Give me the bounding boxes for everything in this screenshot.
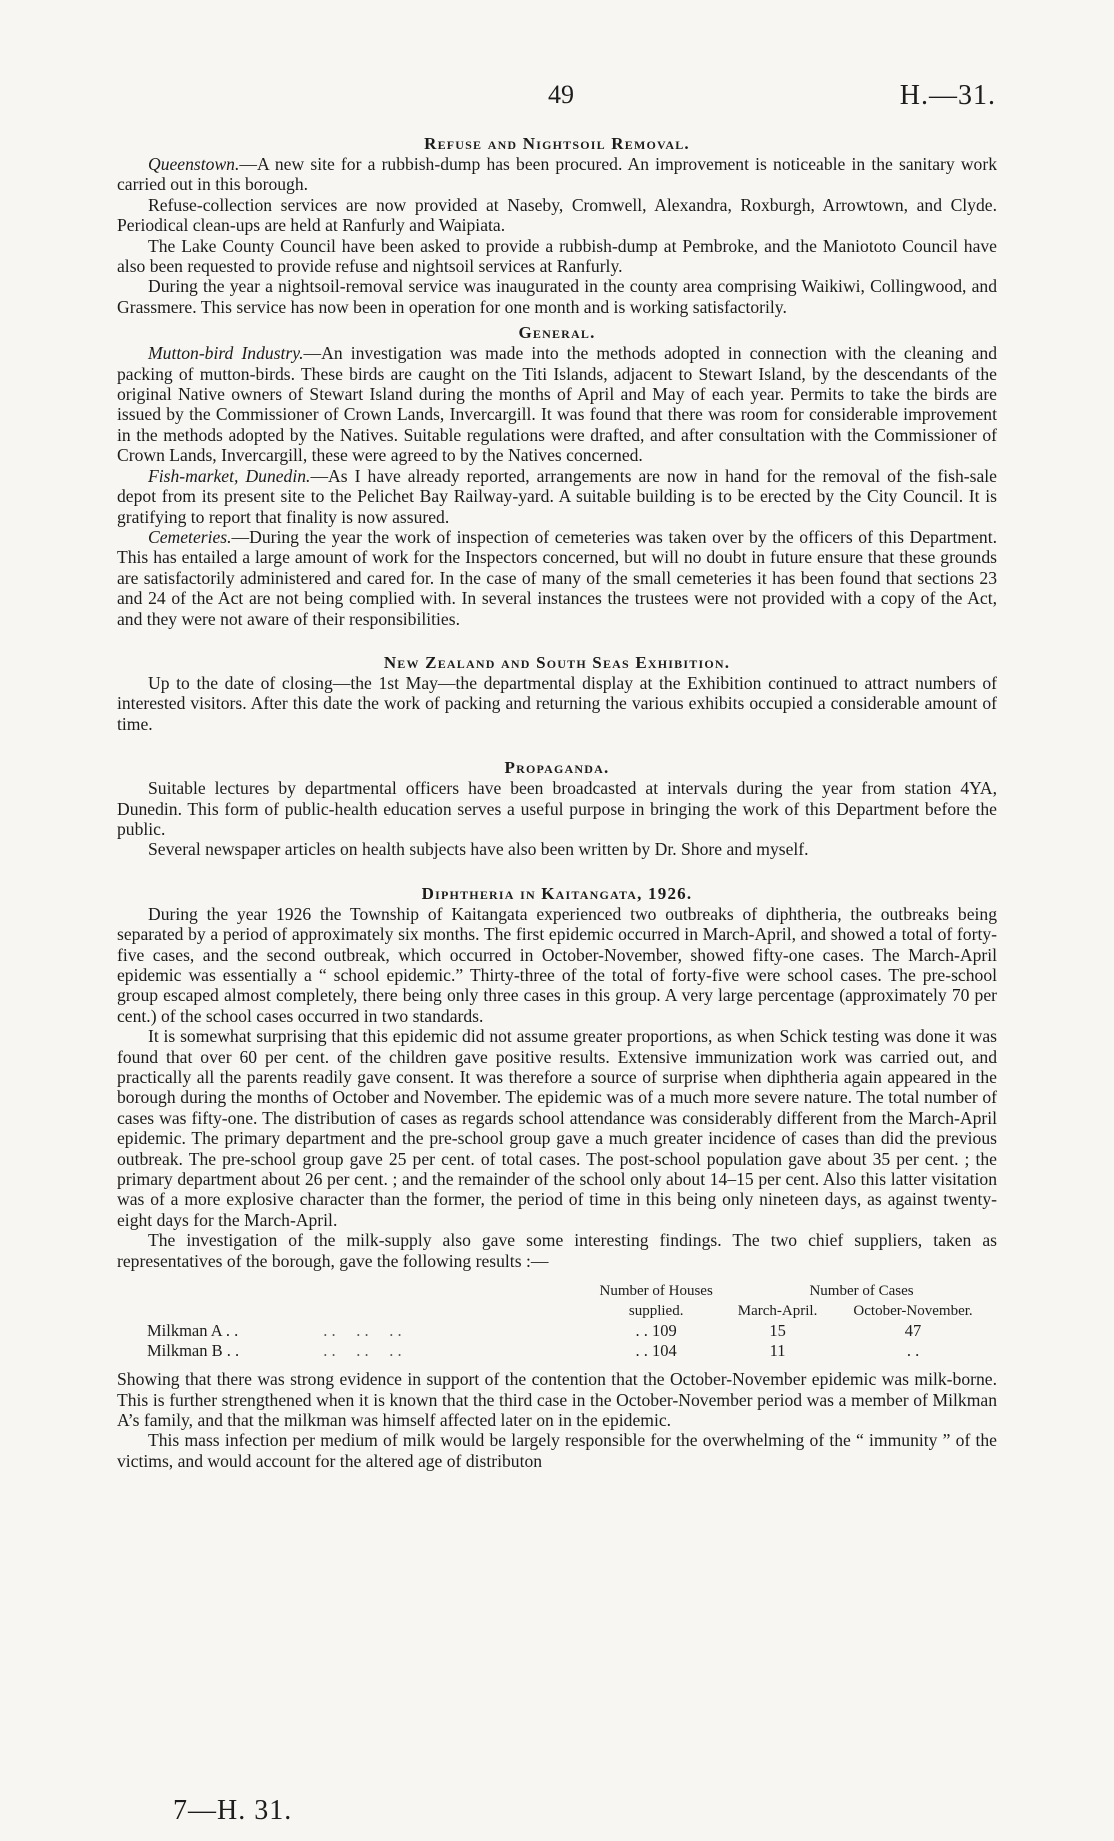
leader-dots: . . . . . . <box>323 1321 402 1341</box>
paragraph: This mass infection per medium of milk would be largely responsible for the overwhelming of the “ immunity ” of the victims, and would account for the altered age of distributon <box>117 1430 997 1471</box>
paragraph <box>117 527 997 629</box>
paragraph-text: —As I have already reported, arrangements are now in hand for the removal of the fish-sale depot from its present site to the Pelichet Bay Railway-yard. A suitable building is to be erected by the City Council. It is gratifying to report that finality is now assured. <box>117 465 997 527</box>
milkman-name: Milkman B . . <box>147 1341 240 1361</box>
houses-cell <box>586 1321 726 1341</box>
paragraph-text: —During the year the work of inspection of cemeteries was taken over by the officers of this Department. This has entailed a large amount of work for the Inspectors concerned, but will no doubt in future ensure that these grounds are satisfactorily administered and cared for. In the case of many of the small cemeteries it has been found that sections 23 and 24 of the Act are not being complied with. In several instances the trustees were not provided with a copy of the Act, and they were not aware of their responsibilities. <box>117 526 997 629</box>
paragraph-text: —A new site for a rubbish-dump has been procured. An improvement is noticeable in the sanitary work carried out in this borough. <box>117 154 997 195</box>
paragraph: During the year 1926 the Township of Kaitangata experienced two outbreaks of diphtheria, the outbreaks being separated by a period of approximately six months. The first epidemic occurred in March-April, and showed a total of forty-five cases, and the second outbreak, which occurred in October-November, showed fifty-one cases. The March-April epidemic was essentially a “ school epidemic.” Thirty-three of the total of forty-five were school cases. The pre-school group escaped almost completely, there being only three cases in this group. A very large percentage (approximately 70 per cent.) of the school cases occurred in two standards. <box>117 903 997 1026</box>
paragraph: During the year a nightsoil-removal service was inaugurated in the county area comprising Waikiwi, Collingwood, and Grassmere. This service has now been in operation for one month and is working satisfactorily. <box>117 276 997 317</box>
milkman-name: Milkman A . . <box>147 1321 239 1341</box>
october-value: 47 <box>904 1321 922 1341</box>
paragraph <box>117 343 997 465</box>
paragraph: Refuse-collection services are now provided at Naseby, Cromwell, Alexandra, Roxburgh, Arrowtown, and Clyde. Periodical clean-ups are held at Ranfurly and Waipiata. <box>117 194 997 236</box>
paragraph: Suitable lectures by departmental officers have been broadcasted at intervals during the year from station 4YA, Dunedin. This form of public-health education serves a useful purpose in bringing the work of this Department before the public. <box>117 778 997 839</box>
section-heading-refuse: Refuse and Nightsoil Removal. <box>424 134 690 153</box>
paragraph: Up to the date of closing—the 1st May—the departmental display at the Exhibition continued to attract numbers of interested visitors. After this date the work of packing and returning the various exhibits occupied a considerable amount of time. <box>117 672 997 734</box>
houses-value: 104 <box>652 1341 677 1361</box>
leader-dots: . . . . . . <box>323 1341 402 1361</box>
paragraph-text: —An investigation was made into the methods adopted in connection with the cleaning and packing of mutton-birds. These birds are caught on the Titi Islands, adjacent to Stewart Island, by the descendants of the original Native owners of Stewart Island during the months of April and May of each year. Permits to take the birds are issued by the Commissioner of Crown Lands, Invercargill. It was found that there was room for considerable improvement in the methods adopted by the Natives. Suitable regulations were drafted, and after consultation with the Commissioner of Crown Lands, Invercargill, these were agreed to by the Natives concerned. <box>117 343 998 466</box>
paragraph-lead: Fish-market, Dunedin. <box>148 465 311 486</box>
paragraph: It is somewhat surprising that this epidemic did not assume greater proportions, as when Schick testing was done it was found that over 60 per cent. of the children gave positive results. Extensive immunization work was carried out, and practically all the parents readily gave consent. It was therefore a source of surprise when diphtheria again appeared in the borough during the months of October and November. The epidemic was of a much more severe nature. The total number of cases was fifty-one. The distribution of cases as regards school attendance was considerably different from the March-April epidemic. The primary department and the pre-school group gave a much greater incidence of cases than did the previous outbreak. The pre-school group gave 25 per cent. of total cases. The post-school population gave about 35 per cent. ; the primary department about 26 per cent. ; and the remainder of the school only about 14–15 per cent. Also this latter visitation was of a more explosive character than the former, the period of time in this being only nineteen days, as against twenty-eight days for the March-April. <box>117 1026 997 1230</box>
paragraph-lead: Cemeteries. <box>148 526 232 547</box>
page-body <box>117 134 997 1471</box>
paragraph-lead: Queenstown. <box>148 154 240 174</box>
column-header-october: October-November. <box>853 1303 973 1320</box>
table-header-row <box>117 1281 997 1301</box>
houses-cell <box>586 1341 726 1361</box>
march-value: 15 <box>769 1321 786 1341</box>
leader-dots: . . <box>635 1321 648 1341</box>
section-heading-general: General. <box>518 323 596 343</box>
column-header-march: March-April. <box>737 1303 818 1320</box>
milk-supply-table <box>117 1281 997 1361</box>
page-number: 49 <box>548 80 574 109</box>
table-row <box>117 1321 997 1341</box>
paragraph: Showing that there was strong evidence in support of the contention that the October-November epidemic was milk-borne. This is further strengthened when it is known that the third case in the October-November period was a member of Milkman A’s family, and that the milkman was himself affected later on in the epidemic. <box>117 1369 997 1430</box>
table-header-row <box>117 1301 997 1321</box>
paragraph: The investigation of the milk-supply also gave some interesting findings. The two chief suppliers, taken as representatives of the borough, gave the following results :— <box>117 1230 997 1271</box>
footer-signature: 7—H. 31. <box>173 1795 293 1826</box>
column-header-houses-sub: supplied. <box>628 1303 684 1320</box>
column-header-cases: Number of Cases <box>809 1283 914 1300</box>
paragraph-lead: Mutton-bird Industry. <box>148 343 304 364</box>
march-value: 11 <box>769 1341 786 1361</box>
document-reference: H.—31. <box>899 80 996 111</box>
section-heading-propaganda: Propaganda. <box>504 758 610 778</box>
column-header-houses: Number of Houses <box>599 1283 713 1300</box>
paragraph <box>117 466 997 527</box>
section-heading-diphtheria: Diphtheria in Kaitangata, 1926. <box>421 883 693 903</box>
october-value: . . <box>906 1341 920 1361</box>
paragraph: The Lake County Council have been asked to provide a rubbish-dump at Pembroke, and the Maniototo Council have also been requested to provide refuse and nightsoil services at Ranfurly. <box>117 235 997 277</box>
section-heading-exhibition: New Zealand and South Seas Exhibition. <box>383 652 731 672</box>
paragraph <box>117 154 997 195</box>
leader-dots: . . <box>635 1341 648 1361</box>
paragraph: Several newspaper articles on health subjects have also been written by Dr. Shore and myself. <box>148 839 809 860</box>
houses-value: 109 <box>652 1321 677 1341</box>
table-row <box>117 1341 997 1361</box>
